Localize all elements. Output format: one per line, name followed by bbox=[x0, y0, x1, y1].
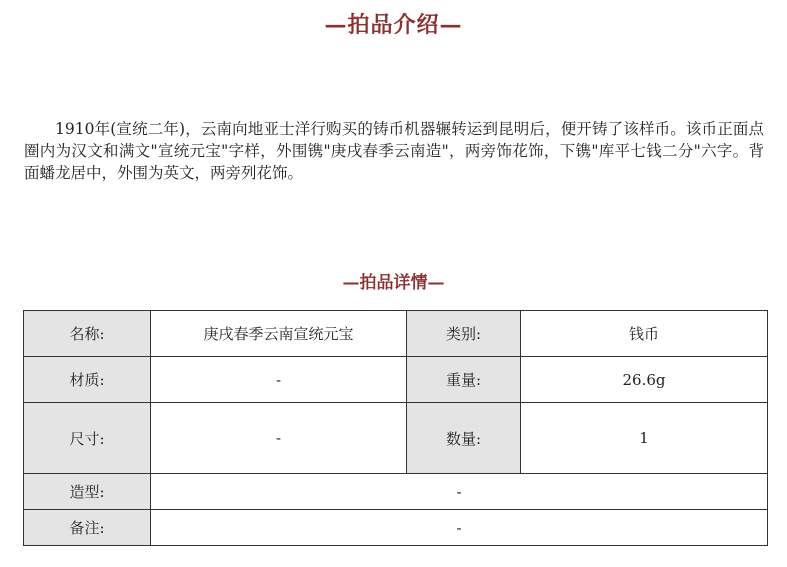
weight-value: 26.6g bbox=[521, 357, 768, 403]
note-label: 备注: bbox=[24, 510, 151, 546]
table-row bbox=[24, 510, 768, 546]
name-label: 名称: bbox=[24, 311, 151, 357]
intro-description: 1910年(宣统二年)，云南向地亚士洋行购买的铸币机器辗转运到昆明后，便开铸了该样币。该币正面点圈内为汉文和满文"宣统元宝"字样，外围镌"庚戌春季云南造"，两旁饰花饰，下镌"库平七钱二分"六字。背面蟠龙居中，外围为英文，两旁列花饰。 bbox=[24, 120, 764, 182]
category-label: 类别: bbox=[407, 311, 521, 357]
category-value: 钱币 bbox=[521, 311, 768, 357]
details-section-title: —拍品详情— bbox=[342, 273, 445, 293]
shape-label: 造型: bbox=[24, 474, 151, 510]
weight-label: 重量: bbox=[407, 357, 521, 403]
details-table bbox=[23, 310, 768, 546]
table-row bbox=[24, 474, 768, 510]
table-row bbox=[24, 311, 768, 357]
material-value: - bbox=[151, 357, 407, 403]
table-row bbox=[24, 357, 768, 403]
table-row bbox=[24, 403, 768, 474]
size-label: 尺寸: bbox=[24, 403, 151, 474]
shape-value: - bbox=[151, 474, 768, 510]
name-value: 庚戌春季云南宣统元宝 bbox=[151, 311, 407, 357]
intro-section-title: —拍品介绍— bbox=[324, 12, 463, 38]
quantity-value: 1 bbox=[521, 403, 768, 474]
size-value: - bbox=[151, 403, 407, 474]
note-value: - bbox=[151, 510, 768, 546]
quantity-label: 数量: bbox=[407, 403, 521, 474]
material-label: 材质: bbox=[24, 357, 151, 403]
